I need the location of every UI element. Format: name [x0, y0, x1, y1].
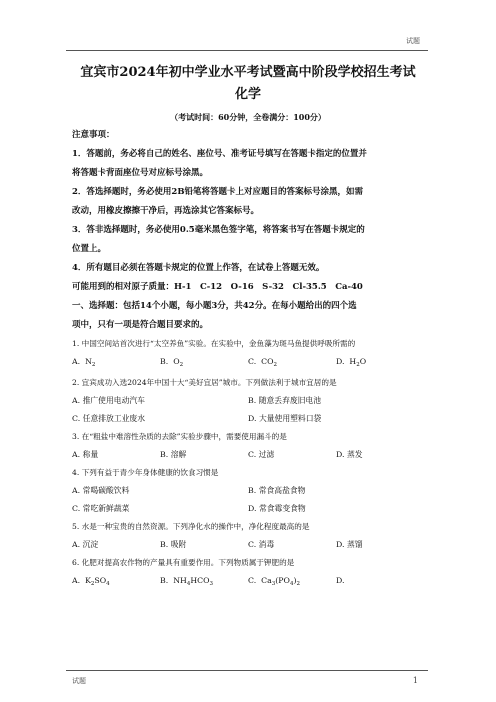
option-a — [72, 572, 160, 593]
option-d — [336, 536, 424, 554]
footer-divider — [66, 670, 428, 671]
option-a — [72, 482, 248, 500]
header-divider — [66, 50, 428, 51]
option-letter: C. — [248, 540, 257, 549]
option-d — [248, 410, 424, 428]
option-text: SO — [94, 576, 107, 585]
section-heading: 一、选择题：包括14个小题，每小题3分，共42分。在每小题给出的四个选 — [72, 301, 357, 311]
option-text: 溶解 — [170, 450, 187, 459]
option-letter: D. — [336, 540, 345, 549]
option-letter: D. — [336, 450, 345, 459]
notice-line: 改动，用橡皮擦擦干净后，再选涂其它答案标号。 — [72, 206, 260, 216]
option-text: 大量使用塑料口袋 — [258, 414, 322, 423]
option-text: K — [85, 576, 91, 585]
option-subscript: 4 — [186, 581, 191, 587]
option-letter: B. — [160, 450, 169, 459]
option-text: 常吃新鲜蔬菜 — [82, 504, 130, 513]
option-letter: D. — [248, 414, 257, 423]
notice-line: 4．所有题目必须在答题卡规定的位置上作答，在试卷上答题无效。 — [72, 263, 325, 273]
question-options — [72, 572, 424, 593]
question-options — [72, 353, 424, 374]
option-d — [336, 446, 424, 464]
notice-line: 3．答非选择题时，务必使用0.5毫米黑色签字笔，将答案书写在答题卡规定的 — [72, 225, 365, 235]
option-c — [248, 536, 336, 554]
option-text: NH — [173, 576, 187, 585]
option-letter: D. — [248, 504, 257, 513]
option-a — [72, 446, 160, 464]
option-text: (PO — [275, 576, 290, 585]
option-subscript: 2 — [179, 362, 184, 368]
question-options — [72, 536, 424, 554]
option-a — [72, 536, 160, 554]
option-b — [160, 572, 248, 593]
option-c — [72, 410, 248, 428]
exam-info: （考试时间：60分钟，全卷满分：100分） — [170, 112, 326, 122]
option-letter: C. — [248, 357, 257, 366]
option-text: 推广使用电动汽车 — [82, 396, 145, 405]
question-stem: 6. 化肥对提高农作物的产量具有重要作用。下列物质属于钾肥的是 — [72, 558, 295, 567]
option-b — [160, 446, 248, 464]
option-text: 消毒 — [258, 540, 275, 549]
option-text: 沉淀 — [82, 540, 99, 549]
option-text: 吸附 — [170, 540, 187, 549]
option-d — [336, 353, 424, 374]
option-letter: C. — [248, 576, 257, 585]
exam-page — [72, 62, 424, 593]
option-text: 常喝碳酸饮料 — [82, 486, 130, 495]
option-b — [160, 536, 248, 554]
option-letter: A. — [72, 576, 81, 585]
option-letter: A. — [72, 396, 81, 405]
option-text: 常食高盐食物 — [258, 486, 306, 495]
option-subscript: 2 — [356, 362, 360, 368]
question-stem: 1. 中国空间站首次进行“太空养鱼”实验。在实验中，金鱼藻为斑马鱼提供呼吸所需的 — [72, 339, 356, 348]
option-subscript: 2 — [273, 362, 277, 368]
question-options — [72, 410, 424, 428]
section-heading: 项中，只有一项是符合题目要求的。 — [72, 320, 209, 330]
option-text: N — [85, 357, 92, 366]
option-subscript: 4 — [106, 581, 110, 587]
option-text: 随意丢弃废旧电池 — [258, 396, 322, 405]
option-b — [160, 353, 248, 374]
option-text: 常食霉变食物 — [258, 504, 306, 513]
option-subscript: 2 — [296, 581, 300, 587]
option-letter: D. — [336, 357, 345, 366]
option-text: 蒸发 — [346, 450, 363, 459]
option-text: O — [173, 357, 180, 366]
option-letter: D. — [336, 576, 345, 585]
option-letter: B. — [160, 540, 169, 549]
question-options — [72, 446, 424, 464]
subject-title: 化学 — [234, 87, 261, 102]
option-subscript: 2 — [91, 362, 96, 368]
option-d — [248, 500, 424, 518]
option-text: H — [349, 357, 357, 366]
question-stem: 2. 宜宾成功入选2024年中国十大“美好宜居”城市。下列做法利于城市宜居的是 — [72, 378, 337, 387]
notice-title: 注意事项： — [72, 130, 115, 140]
option-subscript: 4 — [289, 581, 294, 587]
option-c — [248, 572, 336, 593]
exam-title: 宜宾市2024年初中学业水平考试暨高中阶段学校招生考试 — [80, 65, 416, 80]
page-number: 1 — [412, 676, 418, 685]
header-tag: 试题 — [406, 37, 420, 45]
option-text: CO — [261, 357, 274, 366]
option-text: HCO — [190, 576, 210, 585]
option-text: 任意排放工业废水 — [82, 414, 146, 423]
option-text: O — [359, 357, 367, 366]
option-letter: C. — [248, 450, 257, 459]
option-letter: B. — [160, 576, 169, 585]
option-letter: A. — [72, 450, 81, 459]
option-d — [336, 572, 424, 593]
option-subscript: 2 — [90, 581, 95, 587]
option-letter: A. — [72, 486, 81, 495]
option-letter: B. — [248, 396, 257, 405]
option-b — [248, 482, 424, 500]
option-text: 称量 — [82, 450, 99, 459]
question-options — [72, 500, 424, 518]
notice-line: 位置上。 — [72, 244, 107, 254]
option-letter: C. — [72, 414, 81, 423]
option-letter: A. — [72, 357, 81, 366]
option-a — [72, 392, 248, 410]
question-options — [72, 482, 424, 500]
notice-line: 2．答选择题时，务必使用2B铅笔将答题卡上对应题目的答案标号涂黑，如需 — [72, 187, 364, 197]
option-c — [248, 353, 336, 374]
notice-line: 将答题卡背面座位号对应标号涂黑。 — [72, 168, 209, 178]
question-stem: 5. 水是一种宝贵的自然资源。下列净化水的操作中，净化程度最高的是 — [72, 522, 310, 531]
option-a — [72, 353, 160, 374]
option-text: 过滤 — [258, 450, 275, 459]
option-subscript: 3 — [271, 581, 276, 587]
option-b — [248, 392, 424, 410]
question-stem: 3. 在“粗盐中难溶性杂质的去除”实验步骤中，需要使用漏斗的是 — [72, 432, 287, 441]
option-letter: B. — [160, 357, 169, 366]
question-stem: 4. 下列有益于青少年身体健康的饮食习惯是 — [72, 468, 219, 477]
notice-line: 1．答题前，务必将自己的姓名、座位号、准考证号填写在答题卡指定的位置并 — [72, 149, 367, 159]
question-options — [72, 392, 424, 410]
option-text: 蒸馏 — [346, 540, 363, 549]
option-c — [248, 446, 336, 464]
option-text: Ca — [261, 576, 272, 585]
option-letter: C. — [72, 504, 81, 513]
option-text: ) — [293, 576, 297, 585]
footer-tag: 试题 — [72, 677, 86, 685]
atomic-mass-line: 可能用到的相对原子质量：H-1 C-12 O-16 S-32 Cl-35.5 Ca-40 — [72, 282, 363, 292]
option-c — [72, 500, 248, 518]
option-letter: A. — [72, 540, 81, 549]
option-subscript: 3 — [209, 581, 213, 587]
option-letter: B. — [248, 486, 257, 495]
